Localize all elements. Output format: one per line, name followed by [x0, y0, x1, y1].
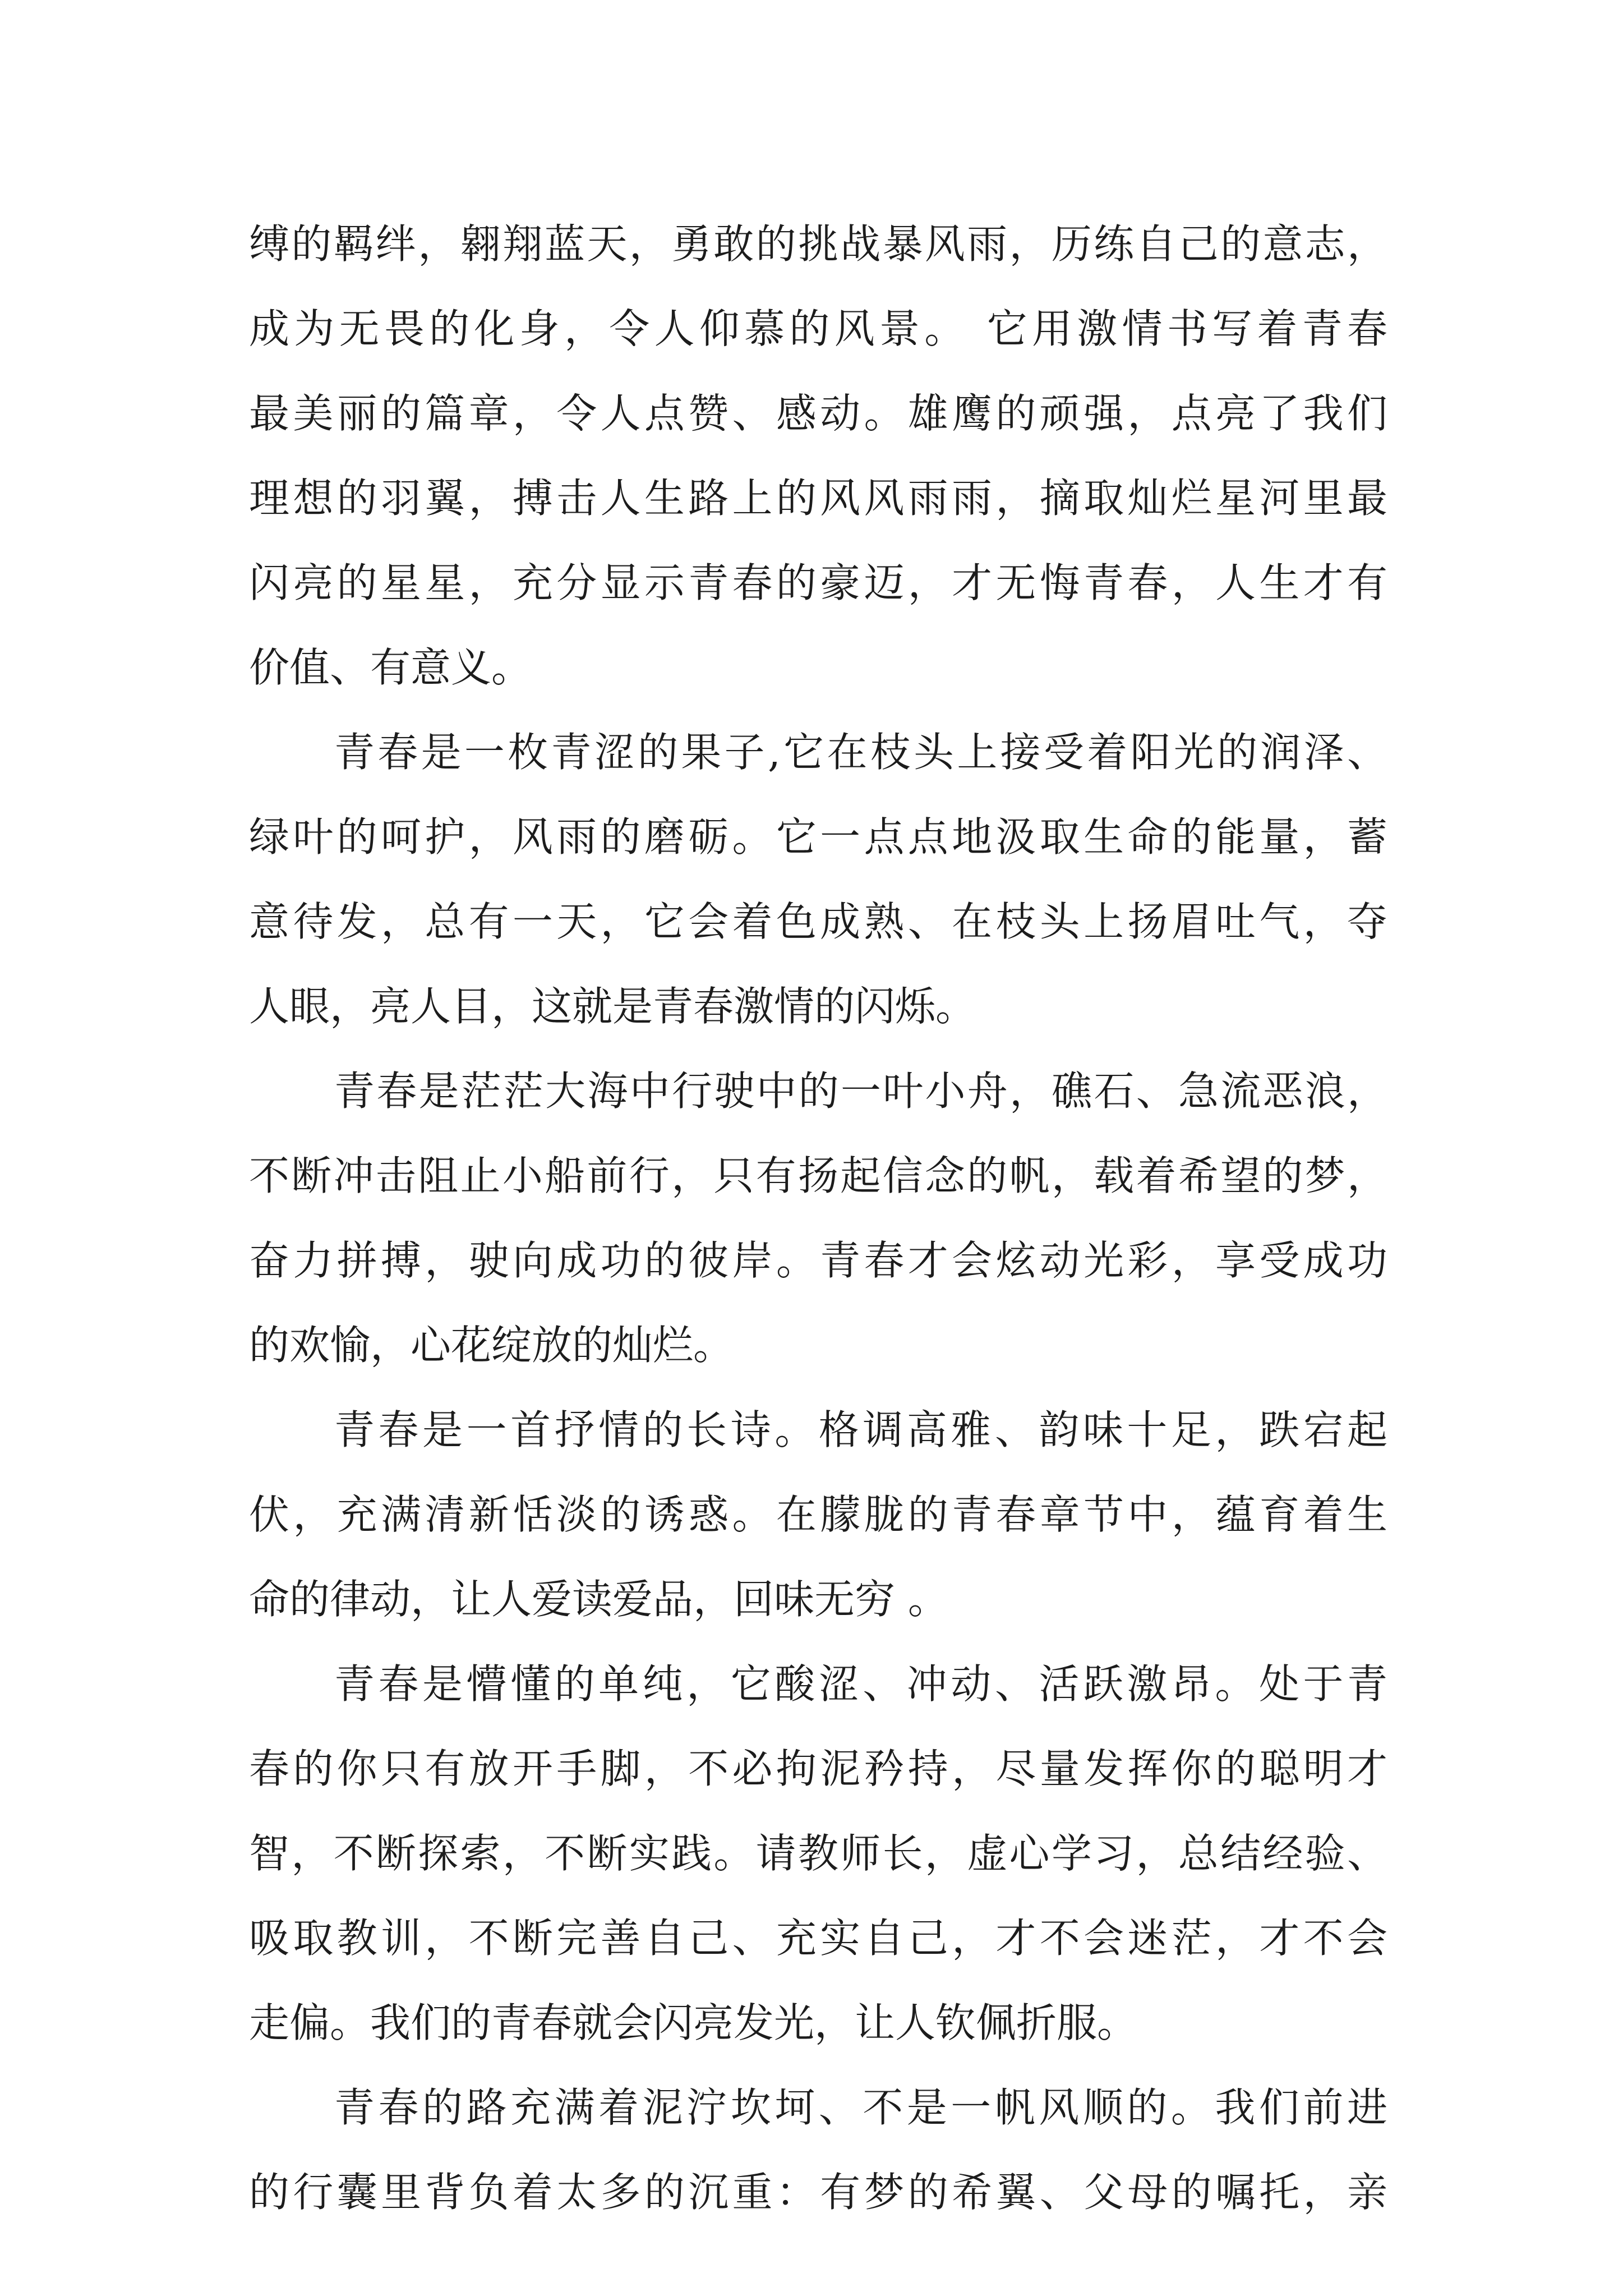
text-line: 春的你只有放开手脚，不必拘泥矜持，尽量发挥你的聪明才	[249, 1745, 1387, 1792]
text-line: 价值、有意义。	[249, 644, 532, 691]
text-line: 青春是懵懂的单纯，它酸涩、冲动、活跃激昂。处于青	[334, 1660, 1387, 1708]
text-line: 青春是茫茫大海中行驶中的一叶小舟，礁石、急流恶浪，	[334, 1068, 1387, 1115]
text-line: 成为无畏的化身，令人仰慕的风景。 它用激情书写着青春	[249, 305, 1387, 352]
text-line: 吸取教训，不断完善自己、充实自己，才不会迷茫，才不会	[249, 1915, 1387, 1962]
text-line: 人眼，亮人目，这就是青春激情的闪烁。	[249, 983, 976, 1030]
text-line: 意待发，总有一天，它会着色成熟、在枝头上扬眉吐气，夺	[249, 898, 1387, 945]
paragraph-5	[249, 1642, 1387, 2065]
paragraph-6	[249, 2065, 1387, 2235]
text-line: 命的律动，让人爱读爱品，回味无穷 。	[249, 1576, 948, 1623]
paragraph-1	[249, 202, 1387, 710]
text-line: 缚的羁绊，翱翔蓝天，勇敢的挑战暴风雨，历练自己的意志，	[249, 220, 1387, 268]
text-line: 伏，充满清新恬淡的诱惑。在朦胧的青春章节中，蕴育着生	[249, 1491, 1387, 1538]
text-line: 走偏。我们的青春就会闪亮发光，让人钦佩折服。	[249, 1999, 1138, 2046]
paragraph-4	[249, 1388, 1387, 1642]
text-line: 不断冲击阻止小船前行，只有扬起信念的帆，载着希望的梦，	[249, 1152, 1387, 1199]
text-line: 奋力拼搏，驶向成功的彼岸。青春才会炫动光彩，享受成功	[249, 1237, 1387, 1284]
text-line: 绿叶的呵护，风雨的磨砺。它一点点地汲取生命的能量，蓄	[249, 813, 1387, 861]
text-line: 的行囊里背负着太多的沉重：有梦的希翼、父母的嘱托，亲	[249, 2169, 1387, 2216]
text-line: 的欢愉，心花绽放的灿烂。	[249, 1322, 734, 1369]
paragraph-2	[249, 710, 1387, 1049]
text-line: 青春是一首抒情的长诗。格调高雅、韵味十足，跌宕起	[334, 1406, 1387, 1453]
text-line: 最美丽的篇章，令人点赞、感动。雄鹰的顽强，点亮了我们	[249, 390, 1387, 437]
text-line: 闪亮的星星，充分显示青春的豪迈，才无悔青春，人生才有	[249, 559, 1387, 606]
text-line: 智，不断探索，不断实践。请教师长，虚心学习，总结经验、	[249, 1830, 1387, 1877]
paragraph-3	[249, 1049, 1387, 1388]
text-line: 青春的路充满着泥泞坎坷、不是一帆风顺的。我们前进	[334, 2084, 1387, 2131]
text-line: 理想的羽翼，搏击人生路上的风风雨雨，摘取灿烂星河里最	[249, 475, 1387, 522]
document-body	[249, 202, 1387, 2235]
text-line: 青春是一枚青涩的果子,它在枝头上接受着阳光的润泽、	[334, 729, 1387, 776]
